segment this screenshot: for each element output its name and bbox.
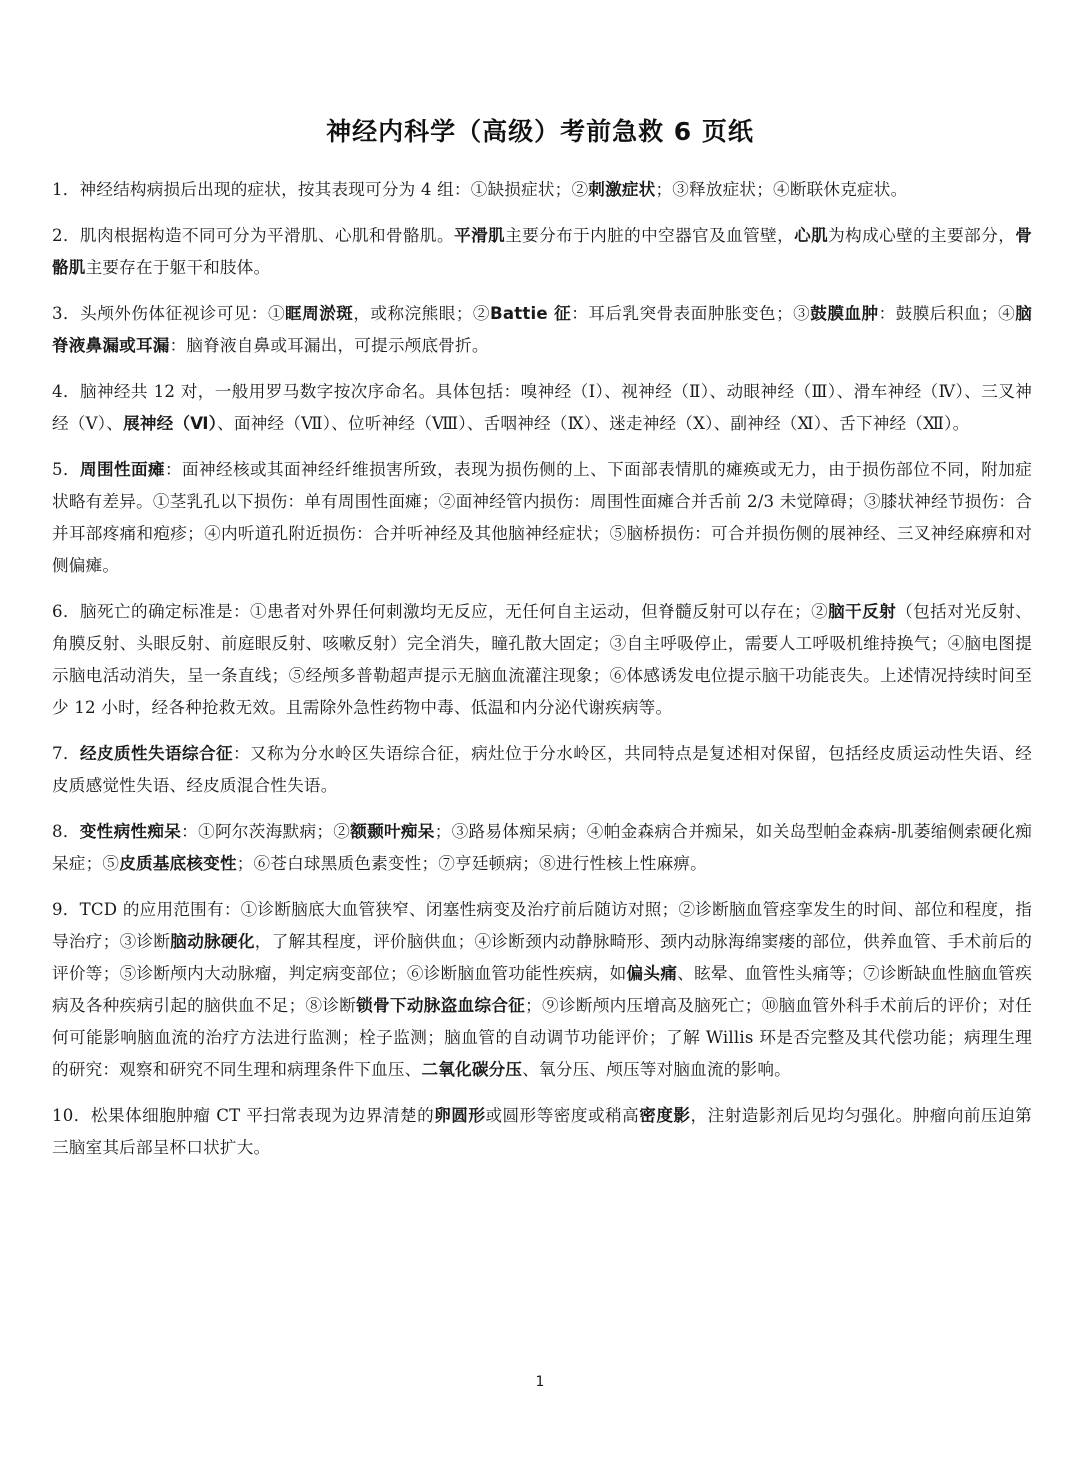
bold-term: 心肌	[794, 226, 829, 245]
text-run: 或圆形等密度或稍高	[485, 1106, 640, 1125]
numbered-item	[52, 174, 1032, 206]
text-run: 主要存在于躯干和肢体。	[85, 258, 271, 277]
text-run: ：面神经核或其面神经纤维损害所致，表现为损伤侧的上、下面部表情肌的瘫痪或无力，由于损伤部位不同，附加症状略有差异。①茎乳孔以下损伤：单有周围性面瘫；②面神经管内损伤：周围性面瘫合并舌前 2/3 未觉障碍；③膝状神经节损伤：合并耳部疼痛和疱疹；④内听道孔附近损伤：合并听神经及其他脑神经症状；⑤脑桥损伤：可合并损伤侧的展神经、三叉神经麻痹和对侧偏瘫。	[52, 460, 1033, 575]
bold-term: 皮质基底核变性	[119, 854, 237, 873]
page-number: 1	[535, 1374, 545, 1390]
document-body	[52, 174, 1032, 1178]
numbered-item	[52, 816, 1032, 880]
bold-term: 眶周淤斑	[285, 304, 354, 323]
text-run: ：又称为分水岭区失语综合征，病灶位于分水岭区，共同特点是复述相对保留，包括经皮质运动性失语、经皮质感觉性失语、经皮质混合性失语。	[52, 744, 1032, 795]
bold-term: 二氧化碳分压	[421, 1060, 523, 1079]
text-run: ；⑨诊断颅内压增高及脑死亡；⑩脑血管外科手术前后的评价；对任何可能影响脑血流的治疗方法进行监测；栓子监测；脑血管的自动调节功能评价；了解 Willis 环是否完整及其代偿功能；病理生理的研究：观察和研究不同生理和病理条件下血压、	[52, 996, 1032, 1079]
bold-term: 骨骼肌	[52, 226, 1032, 277]
bold-term: 平滑肌	[454, 226, 506, 245]
bold-term: 卵圆形	[434, 1106, 486, 1125]
text-run: ：耳后乳突骨表面肿胀变色；③	[571, 304, 811, 323]
text-run: （包括对光反射、角膜反射、头眼反射、前庭眼反射、咳嗽反射）完全消失，瞳孔散大固定；③自主呼吸停止，需要人工呼吸机维持换气；④脑电图提示脑电活动消失，呈一条直线；⑤经颅多普勒超声提示无脑血流灌注现象；⑥体感诱发电位提示脑干功能丧失。上述情况持续时间至少 12 小时，经各种抢救无效。且需除外急性药物中毒、低温和内分泌代谢疾病等。	[52, 602, 1032, 717]
text-run: ：脑脊液自鼻或耳漏出，可提示颅底骨折。	[169, 336, 489, 355]
bold-term: 脑干反射	[828, 602, 897, 621]
text-run: ：鼓膜后积血；④	[878, 304, 1016, 323]
text-run: 8．	[52, 822, 80, 841]
numbered-item	[52, 894, 1032, 1086]
text-run: 为构成心壁的主要部分，	[828, 226, 1016, 245]
text-run: ，注射造影剂后见均匀强化。肿瘤向前压迫第三脑室其后部呈杯口状扩大。	[52, 1106, 1032, 1157]
numbered-item	[52, 376, 1032, 440]
bold-term: 刺激症状	[588, 180, 656, 199]
numbered-item	[52, 596, 1032, 724]
text-run: ：①阿尔茨海默病；②	[181, 822, 351, 841]
text-run: 主要分布于内脏的中空器官及血管壁，	[505, 226, 795, 245]
numbered-item	[52, 220, 1032, 284]
bold-term: 锁骨下动脉盗血综合征	[356, 996, 526, 1015]
text-run: 、氧分压、颅压等对脑血流的影响。	[522, 1060, 791, 1079]
bold-term: 经皮质性失语综合征	[79, 744, 234, 763]
text-run: ，了解其程度，评价脑供血；④诊断颈内动静脉畸形、颈内动脉海绵窦瘘的部位，供养血管、手术前后的评价等；⑤诊断颅内大动脉瘤，判定病变部位；⑥诊断脑血管功能性疾病，如	[52, 932, 1033, 983]
bold-term: 额颞叶痴呆	[350, 822, 435, 841]
text-run: 4．脑神经共 12 对，一般用罗马数字按次序命名。具体包括：嗅神经（Ⅰ）、视神经（Ⅱ）、动眼神经（Ⅲ）、滑车神经（Ⅳ）、三叉神经（Ⅴ）、	[52, 382, 1032, 433]
text-run: ，或称浣熊眼；②	[353, 304, 490, 323]
text-run: 、眩晕、血管性头痛等；⑦诊断缺血性脑血管疾病及各种疾病引起的脑供血不足；⑧诊断	[52, 964, 1032, 1015]
bold-term: 脑动脉硬化	[170, 932, 255, 951]
text-run: 7．	[52, 744, 80, 763]
text-run: 2．肌肉根据构造不同可分为平滑肌、心肌和骨骼肌。	[52, 226, 455, 245]
bold-term: Battie 征	[489, 304, 572, 323]
numbered-item	[52, 738, 1032, 802]
text-run: ；③释放症状；④断联休克症状。	[655, 180, 908, 199]
numbered-item	[52, 454, 1032, 582]
bold-term: 偏头痛	[626, 964, 678, 983]
text-run: 9．TCD 的应用范围有：①诊断脑底大血管狭窄、闭塞性病变及治疗前后随访对照；②诊断脑血管痉挛发生的时间、部位和程度，指导治疗；③诊断	[52, 900, 1032, 951]
text-run: 6．脑死亡的确定标准是：①患者对外界任何刺激均无反应，无任何自主运动，但脊髓反射可以存在；②	[52, 602, 829, 621]
bold-term: 周围性面瘫	[79, 460, 166, 479]
bold-term: 脑脊液鼻漏或耳漏	[52, 304, 1032, 355]
text-run: 10．松果体细胞肿瘤 CT 平扫常表现为边界清楚的	[52, 1106, 435, 1125]
text-run: ；③路易体痴呆病；④帕金森病合并痴呆，如关岛型帕金森病-肌萎缩侧索硬化痴呆症；⑤	[52, 822, 1033, 873]
numbered-item	[52, 298, 1032, 362]
bold-term: 鼓膜血肿	[810, 304, 879, 323]
text-run: 1．神经结构病损后出现的症状，按其表现可分为 4 组：①缺损症状；②	[52, 180, 589, 199]
bold-term: 展神经（Ⅵ）	[123, 414, 218, 433]
text-run: 、面神经（Ⅶ）、位听神经（Ⅷ）、舌咽神经（Ⅸ）、迷走神经（Ⅹ）、副神经（Ⅺ）、舌下神经（Ⅻ）。	[217, 414, 970, 433]
text-run: 5．	[52, 460, 80, 479]
bold-term: 变性病性痴呆	[79, 822, 182, 841]
text-run: 3．头颅外伤体征视诊可见：①	[52, 304, 286, 323]
numbered-item	[52, 1100, 1032, 1164]
page-title: 神经内科学（高级）考前急救 6 页纸	[326, 117, 754, 146]
text-run: ；⑥苍白球黑质色素变性；⑦亨廷顿病；⑧进行性核上性麻痹。	[236, 854, 707, 873]
bold-term: 密度影	[639, 1106, 691, 1125]
